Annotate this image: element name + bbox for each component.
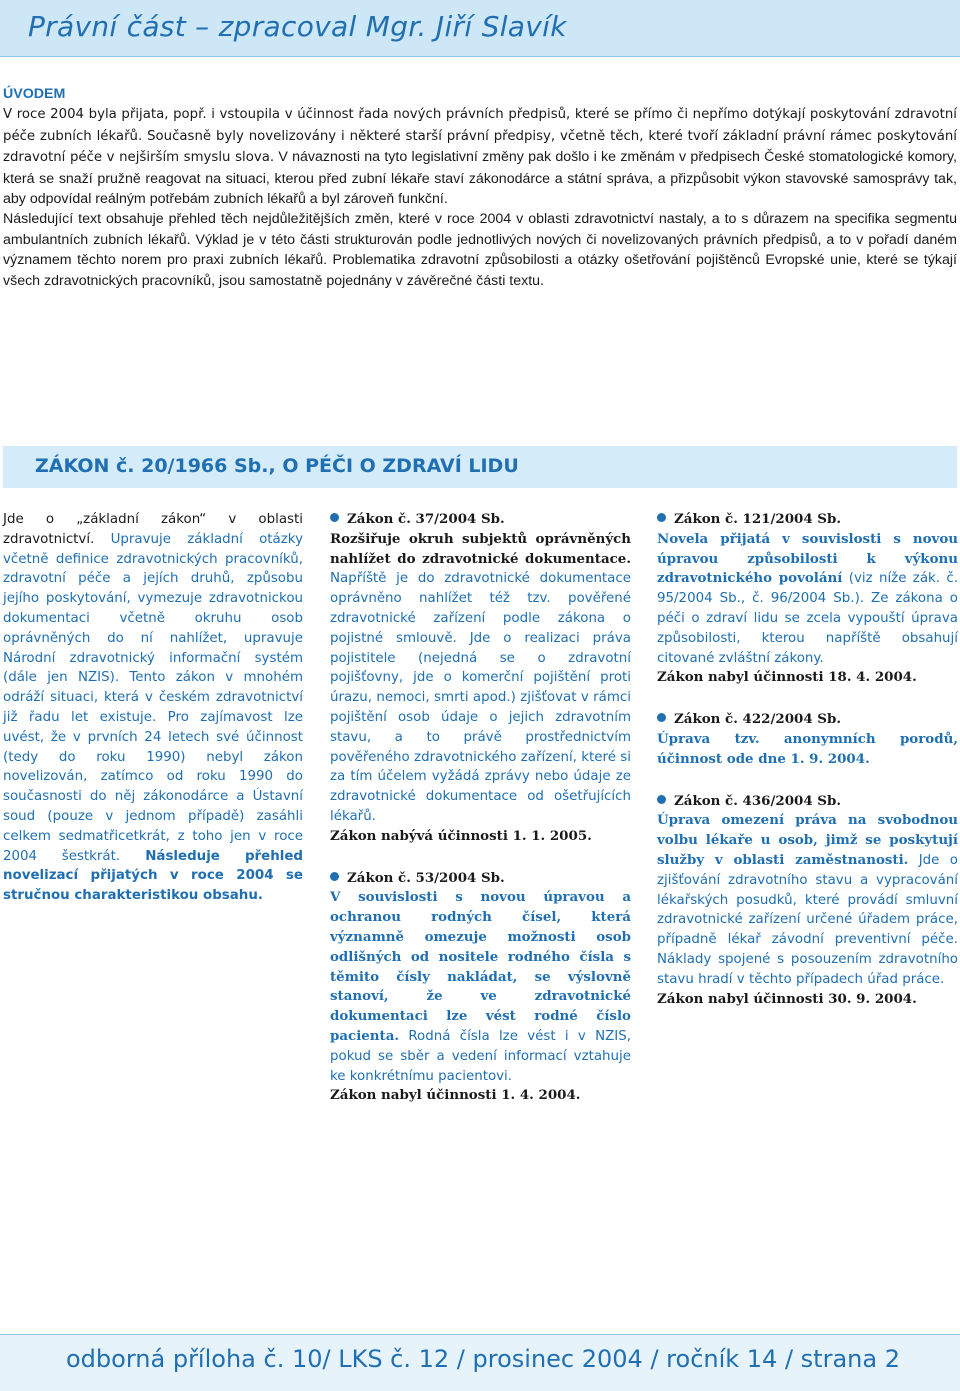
law-item-53-2004 xyxy=(330,869,631,1107)
col1-paragraph xyxy=(3,510,303,906)
law-item-body: Napříště je do zdravotnické dokumentace oprávněno nahlížet též tzv. pověřené zdravotnické zařízení podle zákona o pojistné smlouvě. Jde o realizaci práva pojistitele (nejedná se o zdravotní pojišťovny, jde o komerční pojištění proti úrazu, nemoci, smrti apod.) zjišťovat v rámci pojištění osob údaje o jejich zdravotním stavu, a to právě prostřednictvím pověřeného zdravotnického zařízení, které si za tím účelem vyžádá zprávy nebo údaje ze zdravotnické dokumentace od ošetřujících lékařů. xyxy=(330,571,631,824)
law-item-effective: Zákon nabyl účinnosti 30. 9. 2004. xyxy=(657,990,917,1007)
page-header xyxy=(0,0,960,57)
section-title: ZÁKON č. 20/1966 Sb., O PÉČI O ZDRAVÍ LIDU xyxy=(35,455,519,477)
law-item-effective: Zákon nabyl účinnosti 1. 4. 2004. xyxy=(330,1087,581,1104)
law-item-head: Novela přijatá v souvislosti s novou úpravou způsobilosti k výkonu zdravotnického povolání xyxy=(657,530,958,587)
intro-label: ÚVODEM xyxy=(3,86,66,102)
law-item-title: Zákon č. 121/2004 Sb. xyxy=(674,511,842,527)
column-2 xyxy=(330,510,631,1128)
law-item-37-2004 xyxy=(330,510,631,847)
law-item-body: (viz níže zák. č. 95/2004 Sb., č. 96/2004 Sb.). Ze zákona o péči o zdraví lidu se zcela vypouští úprava způsobilosti, kterou napříště obsahují citované zvláštní zákony. xyxy=(657,571,959,666)
column-3 xyxy=(657,510,958,1031)
col1-p1-a: Jde o „základní zákon“ v oblasti zdravotnictví. xyxy=(3,512,303,547)
intro-paragraph-1 xyxy=(3,104,957,209)
law-item-121-2004 xyxy=(657,510,958,688)
law-item-body: Rodná čísla lze vést i v NZIS, pokud se sběr a vedení informací vztahuje ke konkrétnímu pacientovi. xyxy=(330,1028,631,1084)
intro-p1-a: V roce 2004 byla přijata, popř. i vstoupila v účinnost řada nových právních předpisů, které se přímo či nepřímo dotýkají poskytování zdravotní péče zubních lékařů. Současně byly novelizovány i některé starší právní předpisy, včetně těch, které tvoří základní právní rámec poskytování zdravotní péče v nejširším smyslu slova. xyxy=(3,107,957,166)
law-item-effective: Zákon nabyl účinnosti 18. 4. 2004. xyxy=(657,669,917,686)
bullet-icon xyxy=(657,795,666,804)
column-1 xyxy=(3,510,303,906)
bullet-icon xyxy=(330,872,339,881)
law-item-title: Zákon č. 37/2004 Sb. xyxy=(347,511,505,527)
bullet-icon xyxy=(657,513,666,522)
col1-p1-b: Upravuje základní otázky včetně definice zdravotnických pracovníků, zdravotní péče a jejích druhů, způsobu jejího poskytování, vymezuje zdravotnickou dokumentaci včetně okruhu osob oprávněných do ní nahlížet, upravuje Národní zdravotnický informační systém (dále jen NZIS). Tento zákon v mnohém odráží situaci, která v českém zdravotnictví již řadu let existuje. Pro zajímavost lze uvést, že v prvních 24 letech své účinnost (tedy do roku 1990) nebyl zákon novelizován, zatímco od roku 1990 do současnosti do něj zákonodárce a Ústavní soud (pouze v jednom případě) zasáhli celkem sedmatřicetkrát, z toho jen v roce 2004 šestkrát. xyxy=(3,531,303,864)
law-item-head: Úprava omezení práva na svobodnou volbu lékaře u osob, jimž se poskytují služby v oblasti zaměstnanosti. xyxy=(657,812,958,868)
footer-text: odborná příloha č. 10/ LKS č. 12 / prosinec 2004 / ročník 14 / strana 2 xyxy=(66,1345,900,1373)
law-item-436-2004 xyxy=(657,792,958,1010)
law-item-head: V souvislosti s novou úpravou a ochranou rodných čísel, která významně omezuje možnosti osob odlišných od nositele rodného čísla s těmito čísly nakládat, se výslovně stanoví, že ve zdravotnické dokumentaci lze vést rodné číslo pacienta. xyxy=(330,889,631,1044)
section-heading-bar xyxy=(3,446,957,488)
col1-p2: Následuje přehled novelizací přijatých v roce 2004 se stručnou charakteristikou obsahu. xyxy=(3,848,304,904)
bullet-icon xyxy=(330,513,339,522)
page-footer xyxy=(0,1334,960,1391)
law-item-body: Jde o zjišťování zdravotního stavu a vypracování lékařských posudků, které provádí smluvní zdravotnické zařízení určené úřadem práce, případně lékař závodní preventivní péče. Náklady spojené s posouzením zdravotního stavu hradí v těchto případech úřad práce. xyxy=(657,852,958,987)
law-item-head: Úprava tzv. anonymních porodů, účinnost ode dne 1. 9. 2004. xyxy=(657,730,958,767)
law-item-422-2004 xyxy=(657,710,958,769)
bullet-icon xyxy=(657,713,666,722)
law-item-title: Zákon č. 422/2004 Sb. xyxy=(674,711,842,728)
intro-p1-b: V návaznosti na tyto legislativní změny pak došlo i ke změnám v předpisech České stomatologické komory, která se snaží pružně reagovat na situaci, kterou před zubní lékaře staví zákonodárce a státní správa, a přizpůsobit výkon stavovské samosprávy tak, aby odpovídal reálným potřebám zubních lékařů a byl zároveň funkční. xyxy=(3,149,957,208)
page-title: Právní část – zpracoval Mgr. Jiří Slavík xyxy=(28,10,567,43)
law-item-title: Zákon č. 53/2004 Sb. xyxy=(347,869,505,886)
intro-paragraph-2: Následující text obsahuje přehled těch nejdůležitějších změn, které v roce 2004 v oblasti zdravotnictví nastaly, a to s důrazem na specifika segmentu ambulantních zubních lékařů. Výklad je v této části strukturován podle jednotlivých nových či novelizovaných právních předpisů, a to v pořadí daném významem těchto norem pro praxi zubních lékařů. Problematika zdravotní způsobilosti a otázky ošetřování pojištěnců Evropské unie, které se týkají všech zdravotnických pracovníků, jsou samostatně pojednány v závěrečné části textu. xyxy=(3,211,957,289)
law-item-effective: Zákon nabývá účinnosti 1. 1. 2005. xyxy=(330,827,592,844)
law-item-title: Zákon č. 436/2004 Sb. xyxy=(674,792,842,809)
law-item-head: Rozšiřuje okruh subjektů oprávněných nahlížet do zdravotnické dokumentace. xyxy=(330,530,631,567)
intro-section xyxy=(3,84,957,291)
